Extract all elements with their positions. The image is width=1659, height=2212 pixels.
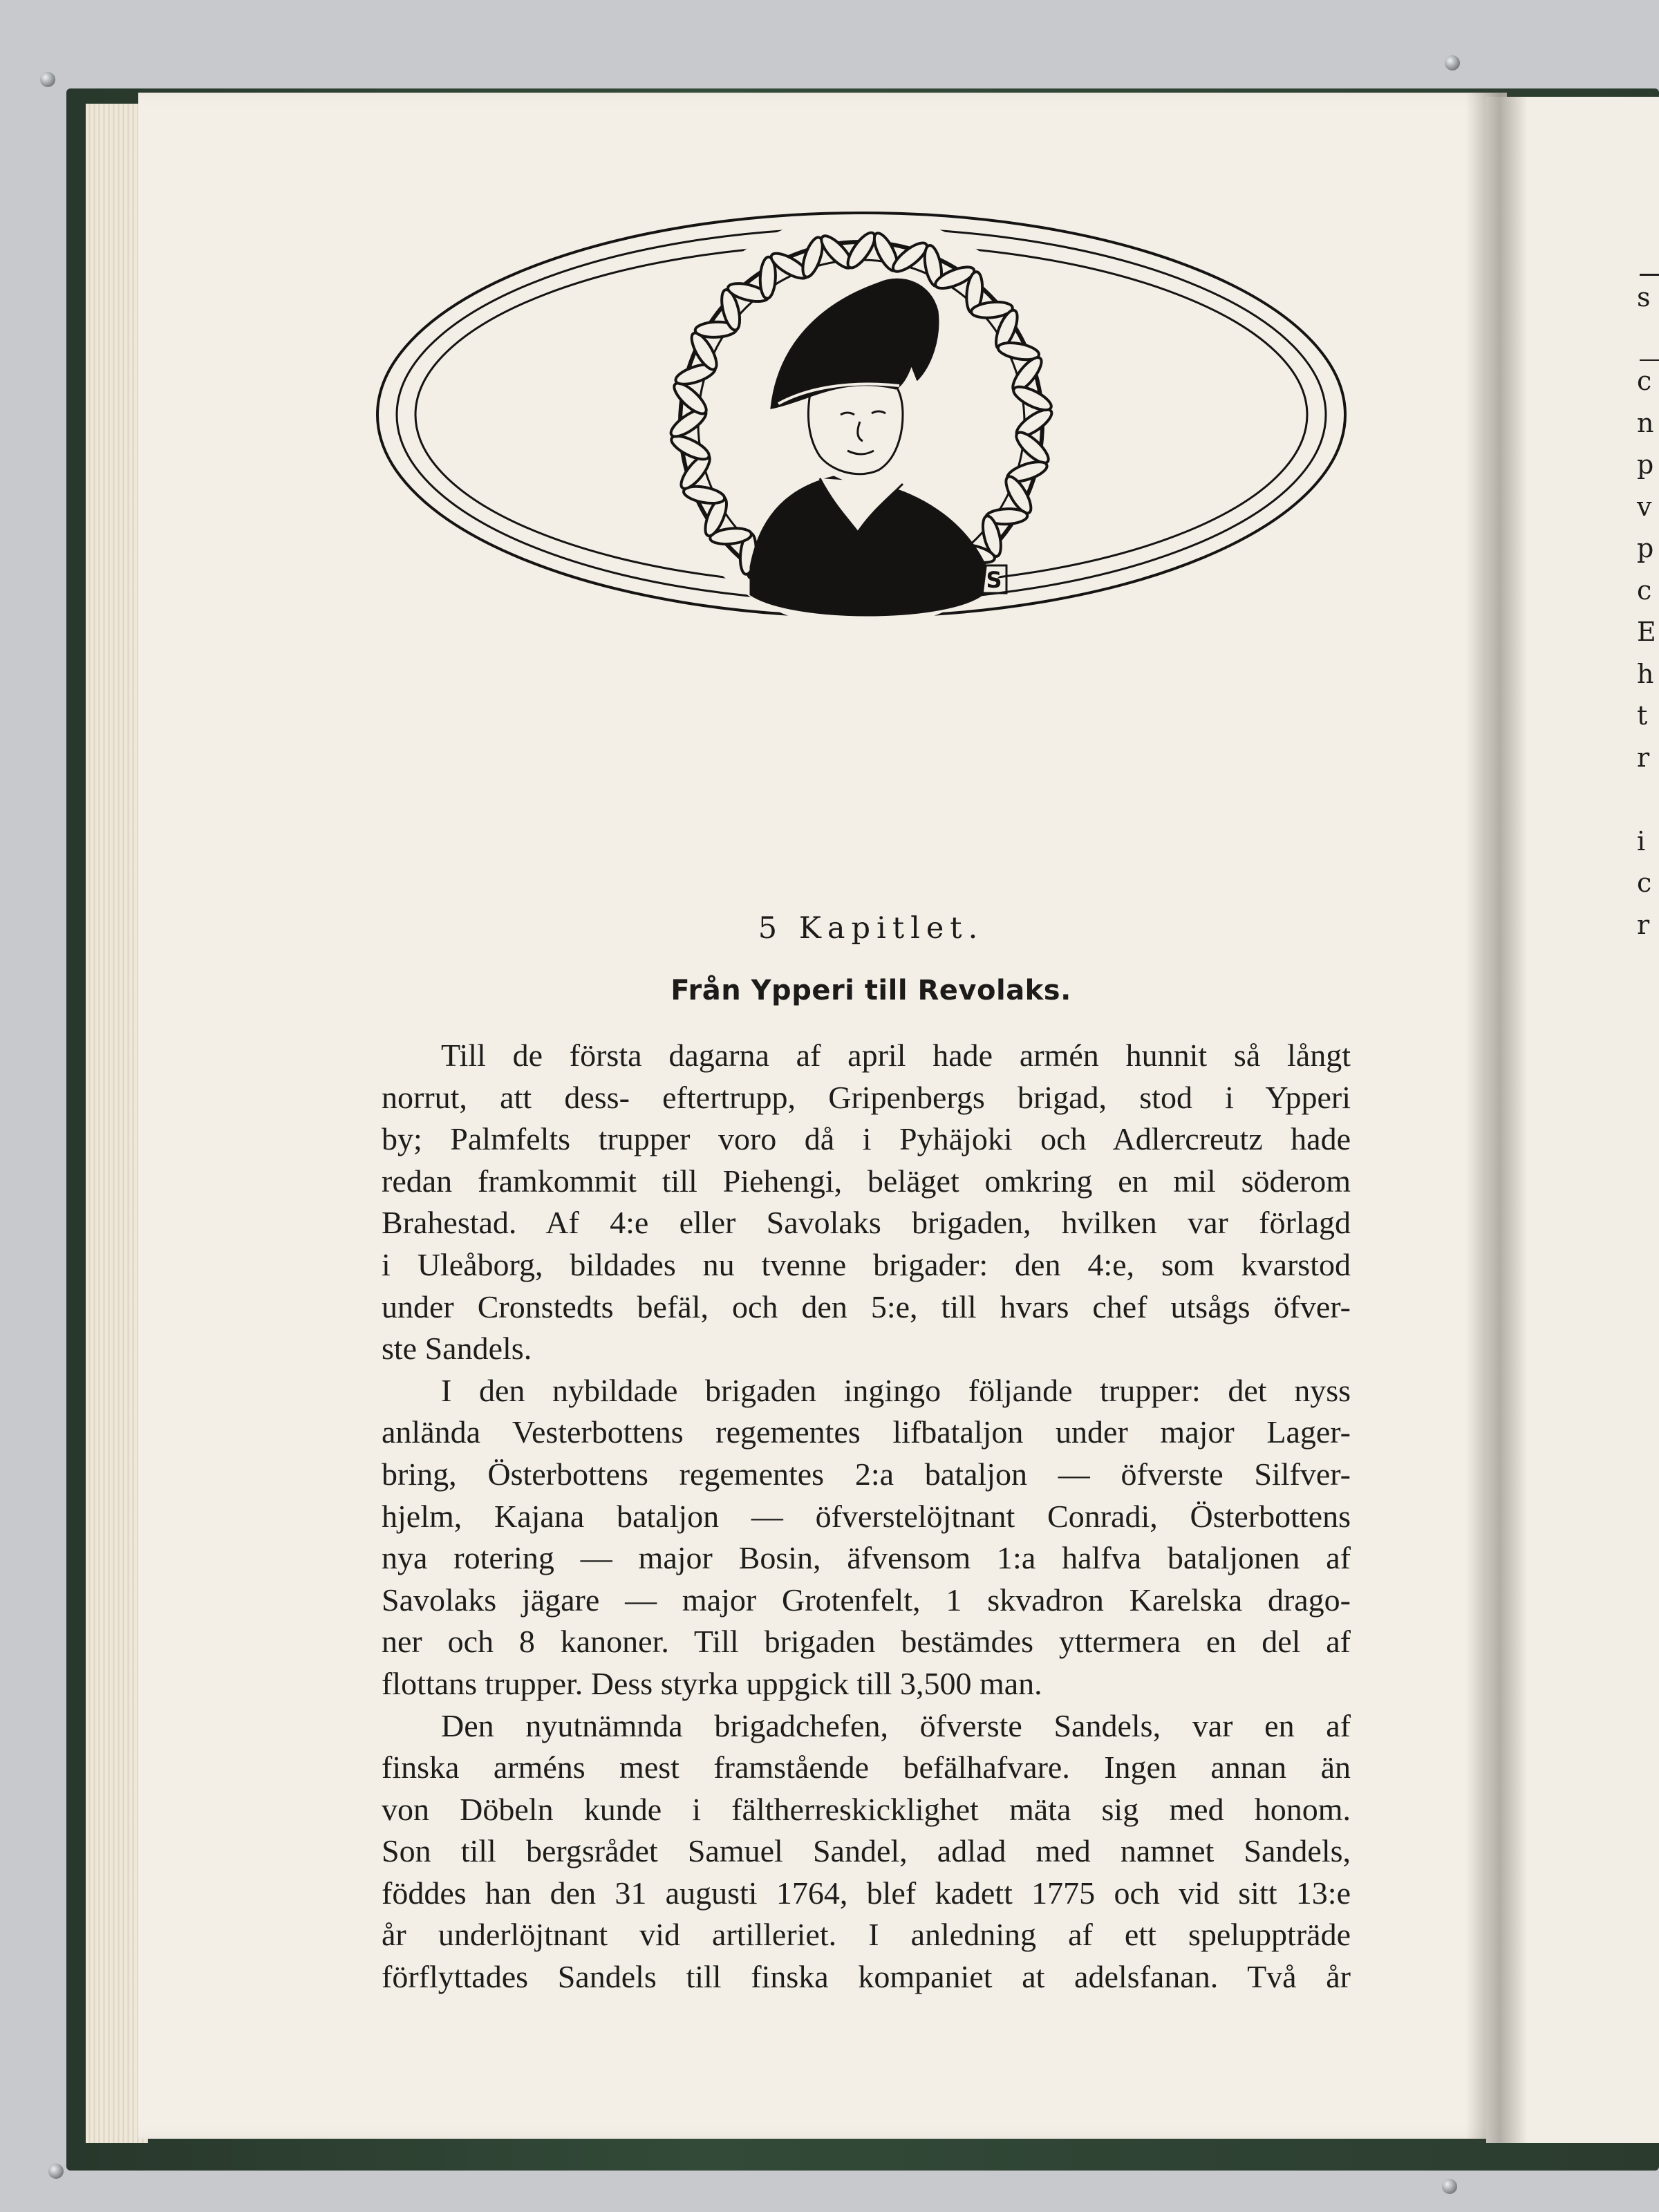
text-line: Savolaks jägare — major Grotenfelt, 1 skvadron Karelska drago- xyxy=(382,1582,1351,1618)
facing-page-letter xyxy=(1637,778,1659,821)
pin-bottom-right xyxy=(1442,2179,1457,2194)
book-gutter xyxy=(1465,90,1528,2143)
facing-page-letter: E xyxy=(1637,617,1656,647)
chapter-number: 5 Kapitlet. xyxy=(758,911,984,946)
facing-page-letters xyxy=(1637,276,1659,946)
text-line: bring, Österbottens regementes 2:a bataljon — öfverste Silfver- xyxy=(382,1456,1351,1492)
text-line: hjelm, Kajana bataljon — öfverstelöjtnant Conradi, Österbottens xyxy=(382,1498,1351,1534)
paragraph-1 xyxy=(382,1035,1351,1370)
body-text xyxy=(382,1035,1351,1998)
text-line: Brahestad. Af 4:e eller Savolaks brigaden, hvilken var förlagd xyxy=(382,1205,1351,1241)
facing-page-letter: v xyxy=(1637,491,1652,522)
facing-page-letter: s xyxy=(1637,282,1651,312)
text-line: under Cronstedts befäl, och den 5:e, till hvars chef utsågs öfver- xyxy=(382,1288,1351,1324)
text-line: Till de första dagarna af april hade armén hunnit så långt xyxy=(441,1038,1351,1073)
portrait-medallion-illustration xyxy=(364,207,1359,677)
paragraph-2 xyxy=(382,1370,1351,1705)
paragraph-3 xyxy=(382,1705,1351,1998)
facing-page-letter: r xyxy=(1637,909,1650,940)
facing-page-letter: p xyxy=(1637,533,1654,563)
facing-page-letter: p xyxy=(1637,449,1654,480)
pin-bottom-left xyxy=(48,2164,64,2179)
text-line: redan framkommit till Piehengi, beläget omkring en mil söderom xyxy=(382,1163,1351,1199)
text-line: förflyttades Sandels till finska kompaniet at adelsfanan. Två år xyxy=(382,1959,1351,1995)
text-line: nya rotering — major Bosin, äfvensom 1:a halfva bataljonen af xyxy=(382,1540,1351,1576)
text-line: norrut, att dess- eftertrupp, Gripenbergs brigad, stod i Ypperi xyxy=(382,1079,1351,1115)
text-line: ste Sandels. xyxy=(382,1331,532,1367)
text-line: flottans trupper. Dess styrka uppgick till 3,500 man. xyxy=(382,1665,1042,1701)
text-line: ner och 8 kanoner. Till brigaden bestämdes yttermera en del af xyxy=(382,1624,1351,1660)
facing-page-letter: h xyxy=(1637,658,1654,689)
text-line: finska arméns mest framstående befälhafvare. Ingen annan än xyxy=(382,1750,1351,1785)
text-line: Son till bergsrådet Samuel Sandel, adlad med namnet Sandels, xyxy=(382,1833,1351,1869)
text-line: anlända Vesterbottens regementes lifbataljon under major Lager- xyxy=(382,1414,1351,1450)
text-line: von Döbeln kunde i fältherreskicklighet mäta sig med honom. xyxy=(382,1791,1351,1827)
facing-page-letter: n xyxy=(1637,407,1654,438)
facing-page-letter: r xyxy=(1637,742,1650,773)
text-line: i Uleåborg, bildades nu tvenne brigader: den 4:e, som kvarstod xyxy=(382,1246,1351,1282)
text-line: I den nybildade brigaden ingingo följande trupper: det nyss xyxy=(441,1372,1351,1408)
facing-page-letter: c xyxy=(1637,574,1652,606)
facing-page-rule xyxy=(1640,274,1659,276)
pin-top-right xyxy=(1445,55,1460,71)
pin-top-left xyxy=(40,72,55,87)
facing-page-letter xyxy=(1637,319,1659,361)
facing-page-letter: c xyxy=(1637,868,1652,898)
facing-page-letter: t xyxy=(1637,700,1648,731)
text-line: föddes han den 31 augusti 1764, blef kadett 1775 och vid sitt 13:e xyxy=(382,1875,1351,1911)
text-line: Den nyutnämnda brigadchefen, öfverste Sandels, var en af xyxy=(441,1707,1351,1743)
facing-page-letter: c xyxy=(1637,366,1652,396)
chapter-title: Från Ypperi till Revolaks. xyxy=(671,975,1071,1006)
svg-text:S: S xyxy=(986,567,1002,593)
text-line: by; Palmfelts trupper voro då i Pyhäjoki och Adlercreutz hade xyxy=(382,1121,1351,1157)
text-line: år underlöjtnant vid artilleriet. I anledning af ett speluppträde xyxy=(382,1917,1351,1953)
facing-page-letter: i xyxy=(1637,825,1646,856)
